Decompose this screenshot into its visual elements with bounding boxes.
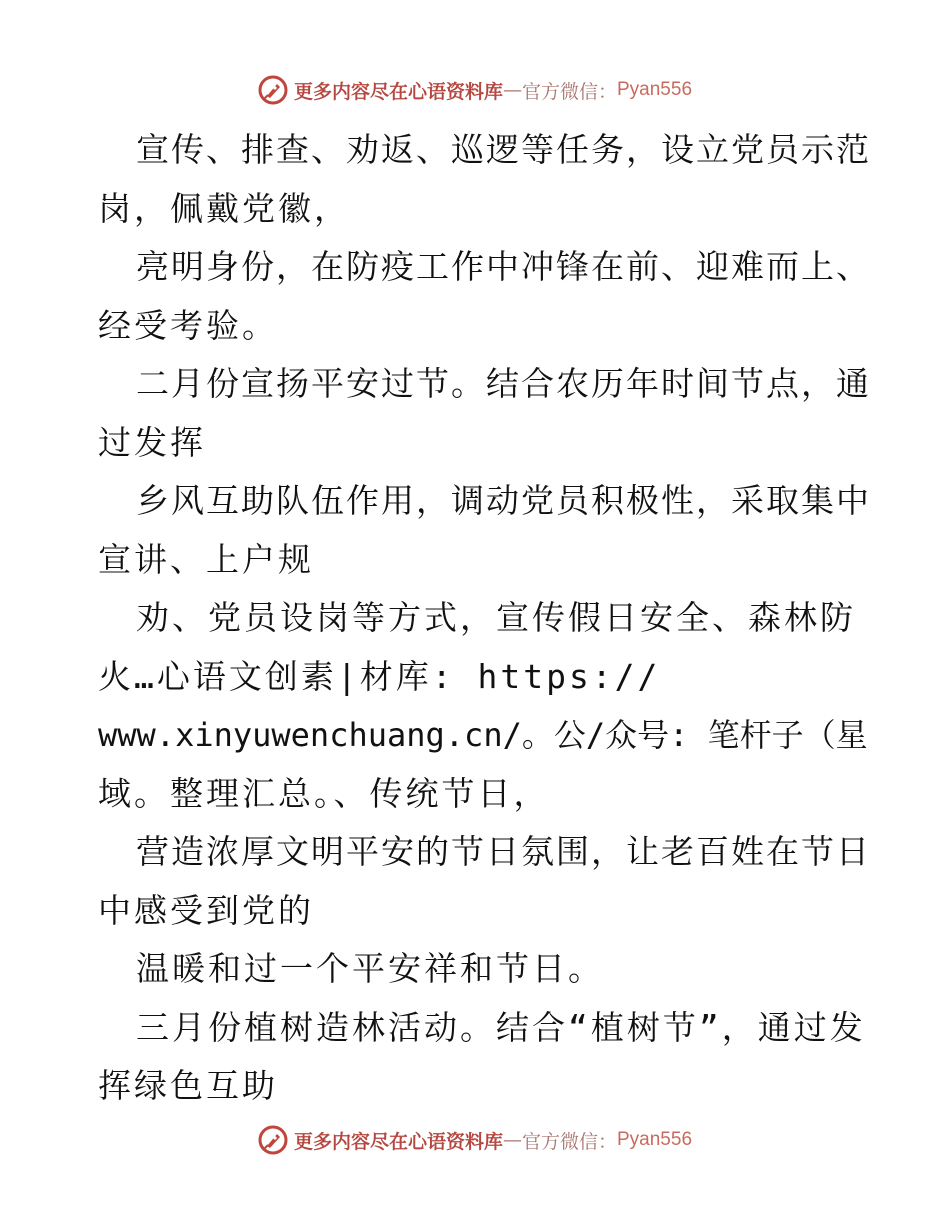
body-line: 经受考验。 (98, 305, 278, 345)
body-line: 过发挥 (98, 422, 206, 462)
watermark-account: Pyan556 (617, 79, 693, 100)
watermark-label: 官方微信： (521, 80, 617, 103)
watermark-main-text: 更多内容尽在心语资料库 (293, 80, 503, 103)
body-line: 乡风互助队伍作用，调动党员积极性，采取集中 (136, 481, 871, 520)
pen-nib-logo-icon (258, 75, 288, 105)
watermark-separator: — (502, 1129, 522, 1151)
watermark-main-text: 更多内容尽在心语资料库 (293, 1130, 503, 1153)
body-line: 二月份宣扬平安过节。结合农历年时间节点，通 (136, 364, 871, 403)
body-line: 挥绿色互助 (98, 1066, 278, 1105)
body-line: 域。整理汇总。、传统节日， (98, 773, 550, 813)
watermark-separator: — (502, 79, 522, 101)
body-line: 宣传、排查、劝返、巡逻等任务，设立党员示范 (136, 130, 871, 169)
header-watermark (0, 70, 950, 110)
body-line: 三月份植树造林活动。结合“植树节”，通过发 (136, 1007, 866, 1047)
body-line: 中感受到党的 (98, 890, 314, 930)
body-line: 劝、党员设岗等方式，宣传假日安全、森林防 (136, 598, 856, 637)
body-line: 宣讲、上户规 (98, 539, 314, 579)
body-line: 火…心语文创素|材库: https:// (98, 656, 661, 696)
body-line: 营造浓厚文明平安的节日氛围，让老百姓在节日 (136, 832, 871, 871)
body-line: www.xinyuwenchuang.cn/。公/众号: 笔杆子（星 (98, 716, 868, 754)
body-line: 亮明身份，在防疫工作中冲锋在前、迎难而上、 (136, 247, 871, 286)
footer-watermark (0, 1120, 950, 1160)
watermark-label: 官方微信： (521, 1130, 617, 1153)
watermark-account: Pyan556 (617, 1129, 693, 1150)
body-line: 温暖和过一个平安祥和节日。 (136, 949, 604, 988)
pen-nib-logo-icon (258, 1125, 288, 1155)
body-line: 岗，佩戴党徽， (98, 188, 350, 228)
document-body (98, 121, 878, 1116)
